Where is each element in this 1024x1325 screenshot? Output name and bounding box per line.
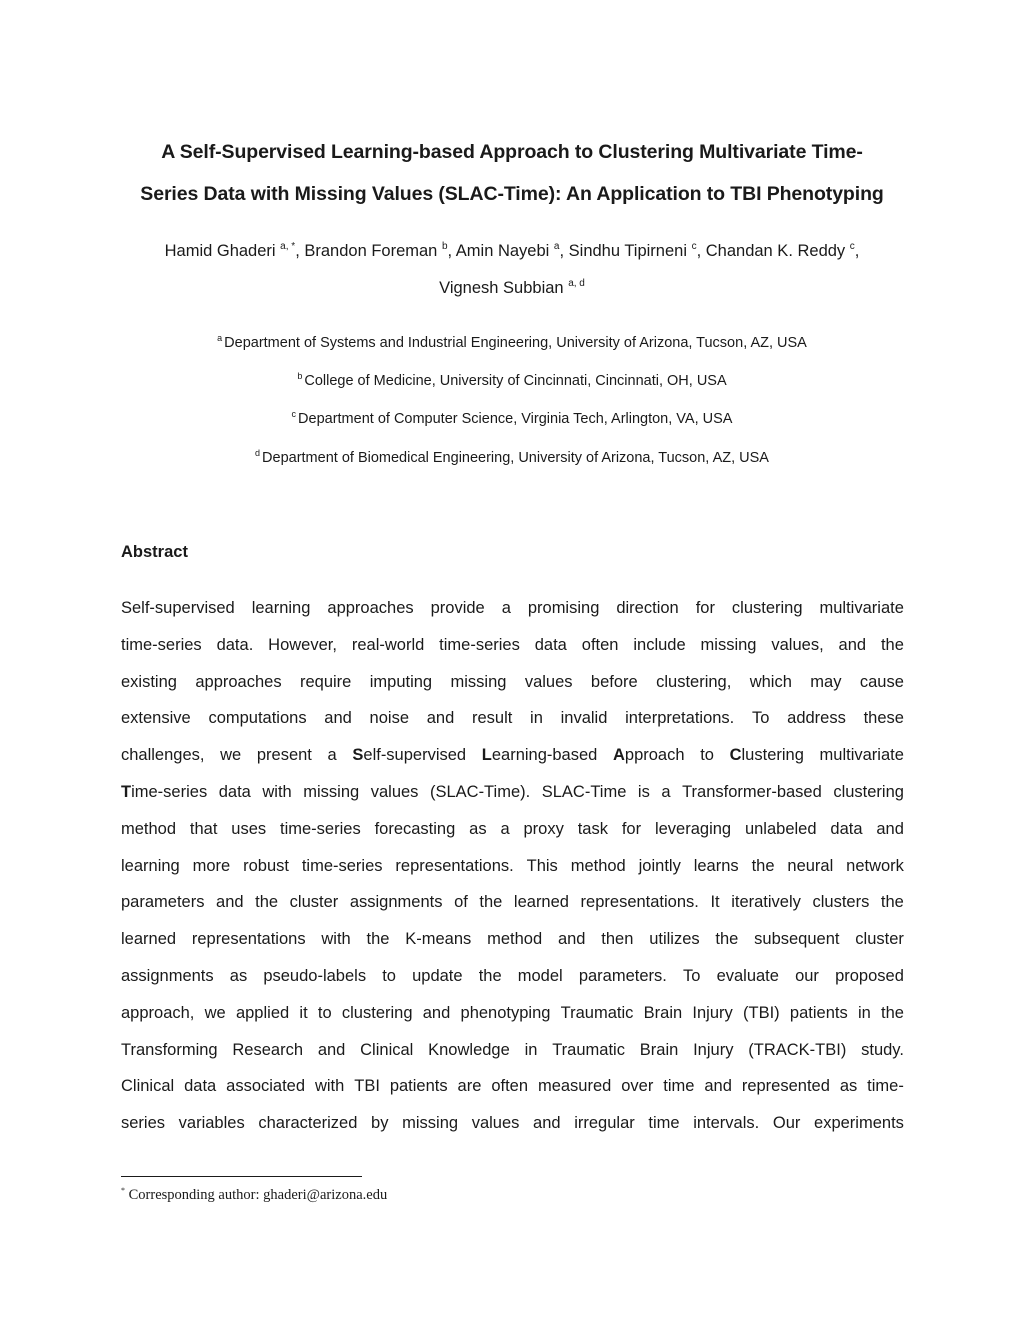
abstract-word: the [366, 930, 390, 948]
abstract-word: as [839, 1077, 858, 1095]
abstract-word: patients [789, 1004, 848, 1022]
abstract-line [121, 599, 904, 618]
abstract-word: existing [121, 673, 177, 691]
abstract-word: the [880, 636, 904, 654]
abstract-word: Clustering [729, 746, 804, 764]
abstract-word: Time-series [121, 783, 208, 801]
abstract-word: (TBI) [743, 1004, 780, 1022]
abstract-word: Traumatic [560, 1004, 634, 1022]
abstract-word: Research [232, 1041, 304, 1059]
abstract-word: and [838, 636, 867, 654]
author-affiliation-mark: a, d [568, 278, 585, 289]
abstract-word: experiments [814, 1114, 904, 1132]
abstract-word: model [517, 967, 563, 985]
abstract-word: the [715, 930, 739, 948]
abstract-word: To [683, 967, 701, 985]
abstract-word: unlabeled [744, 820, 817, 838]
abstract-word: time-series [121, 636, 202, 654]
abstract-word: extensive [121, 709, 191, 727]
paper-title-line-2: Series Data with Missing Values (SLAC-Time): An Application to TBI Phenotyping [140, 183, 884, 205]
abstract-word: then [601, 930, 634, 948]
abstract-word: parameters [121, 893, 205, 911]
abstract-word: Clinical [121, 1077, 175, 1095]
abstract-word: characterized [258, 1114, 358, 1132]
abstract-word: clustering, [656, 673, 732, 691]
affiliation-text: Department of Computer Science, Virginia Tech, Arlington, VA, USA [298, 411, 733, 427]
abstract-word: and [704, 1077, 732, 1095]
author-name: Vignesh Subbian [439, 279, 564, 297]
affiliation-text: Department of Systems and Industrial Engineering, University of Arizona, Tucson, AZ, USA [224, 335, 807, 351]
abstract-word: representations. [580, 893, 699, 911]
abstract-word: for [695, 599, 715, 617]
abstract-word: that [189, 820, 218, 838]
affiliation-mark: a [217, 333, 223, 343]
affiliation-mark: b [297, 371, 303, 381]
abstract-word: method [570, 857, 626, 875]
abstract-word: imputing [369, 673, 433, 691]
abstract-word: representations [191, 930, 306, 948]
abstract-word: K-means [405, 930, 472, 948]
abstract-word: clustering [833, 783, 904, 801]
abstract-word: This [526, 857, 558, 875]
abstract-word: a [327, 746, 337, 764]
abstract-word: Traumatic [552, 1041, 625, 1059]
author-list-line-2 [100, 279, 924, 298]
abstract-word: phenotyping [460, 1004, 551, 1022]
abstract-word: time [663, 1077, 695, 1095]
abstract-word: learning [121, 857, 180, 875]
abstract-word: and [533, 1114, 561, 1132]
abstract-word: and [216, 893, 244, 911]
abstract-word: To [751, 709, 770, 727]
footnote-mark: * [121, 1186, 125, 1195]
abstract-word: the [478, 967, 502, 985]
abstract-word: over [621, 1077, 654, 1095]
abstract-word: study. [861, 1041, 904, 1059]
abstract-word: Learning-based [481, 746, 598, 764]
author-list-line-1: Hamid Ghaderi $^{a, *}$, Brandon Foreman $^b$, Amin Nayebi $^a$, Sindhu Tipirneni $^c$, Chandan K. Reddy $^c$, [164, 241, 860, 260]
abstract-word: in [530, 709, 543, 727]
abstract-word: provide [430, 599, 485, 617]
abstract-word: are [457, 1077, 482, 1095]
abstract-word: time- [867, 1077, 904, 1095]
footnote [121, 1187, 387, 1204]
abstract-word: variables [178, 1114, 245, 1132]
abstract-word: the [255, 893, 279, 911]
abstract-word: measured [537, 1077, 612, 1095]
abstract-word: series [121, 1114, 166, 1132]
author-name: Brandon Foreman [304, 242, 438, 260]
abstract-line [121, 967, 904, 986]
abstract-word: Clinical [360, 1041, 414, 1059]
abstract-word: representations. [395, 857, 514, 875]
abstract-line [121, 893, 904, 912]
abstract-word: evaluate [716, 967, 779, 985]
abstract-word: time [648, 1114, 680, 1132]
affiliation-mark: c [291, 409, 297, 419]
abstract-word: with [321, 930, 351, 948]
footnote-text: Corresponding author: ghaderi@arizona.edu [128, 1187, 388, 1203]
abstract-word: intervals. [693, 1114, 760, 1132]
abstract-line [121, 857, 904, 876]
abstract-word: and [324, 709, 352, 727]
affiliation-a [100, 335, 924, 351]
abstract-line [121, 1004, 904, 1023]
abstract-word: we [220, 746, 242, 764]
abstract-word: approaches [195, 673, 282, 691]
abstract-word: missing [450, 673, 507, 691]
abstract-word: by [371, 1114, 389, 1132]
abstract-word: learned [121, 930, 177, 948]
abstract-word: network [846, 857, 904, 875]
abstract-word: SLAC-Time [541, 783, 627, 801]
abstract-word: challenges, [121, 746, 205, 764]
abstract-line [121, 709, 904, 728]
abstract-word: learned [513, 893, 569, 911]
abstract-word: assignments [349, 893, 443, 911]
abstract-word: promising [527, 599, 600, 617]
abstract-word: cause [859, 673, 904, 691]
abstract-word: for [621, 820, 642, 838]
author-affiliation-mark: b [441, 241, 448, 252]
affiliation-b [100, 373, 924, 389]
abstract-line [121, 930, 904, 949]
abstract-word: data [184, 1077, 217, 1095]
abstract-word: learning [251, 599, 311, 617]
abstract-word: result [471, 709, 513, 727]
abstract-line [121, 1041, 904, 1060]
abstract-word: data [830, 820, 863, 838]
abstract-word: clustering [731, 599, 803, 617]
abstract-word: clustering [341, 1004, 413, 1022]
abstract-word: robust [243, 857, 289, 875]
abstract-word: Transformer-based [682, 783, 822, 801]
abstract-word: require [299, 673, 352, 691]
abstract-word: of [454, 893, 468, 911]
abstract-word: data [218, 783, 251, 801]
author-name: Amin Nayebi [455, 242, 550, 260]
abstract-word: these [863, 709, 904, 727]
abstract-word: direction [616, 599, 679, 617]
abstract-word: values, [771, 636, 824, 654]
abstract-word: represented [741, 1077, 830, 1095]
abstract-word: before [590, 673, 638, 691]
abstract-word: missing [402, 1114, 459, 1132]
abstract-word: address [787, 709, 846, 727]
abstract-word: Brain [639, 1041, 679, 1059]
abstract-word: multivariate [819, 599, 904, 617]
abstract-line [121, 783, 904, 802]
abstract-word: missing [700, 636, 757, 654]
abstract-word: iteratively [731, 893, 801, 911]
abstract-word: parameters. [578, 967, 667, 985]
abstract-word: as [469, 820, 487, 838]
abstract-word: update [412, 967, 463, 985]
abstract-word: cluster [289, 893, 339, 911]
footnote-divider [121, 1176, 362, 1177]
abstract-word: However, [268, 636, 337, 654]
abstract-word: learns [693, 857, 739, 875]
abstract-word: associated [226, 1077, 306, 1095]
abstract-word: pseudo-labels [263, 967, 367, 985]
abstract-word: and [557, 930, 586, 948]
abstract-word: Injury [692, 1004, 733, 1022]
abstract-word: in [857, 1004, 871, 1022]
abstract-line [121, 1114, 904, 1133]
abstract-word: It [710, 893, 720, 911]
abstract-word: Transforming [121, 1041, 218, 1059]
abstract-word: multivariate [819, 746, 904, 764]
abstract-word: Knowledge [428, 1041, 510, 1059]
abstract-line [121, 746, 904, 765]
abstract-word: (SLAC-Time). [429, 783, 531, 801]
abstract-word: and [422, 1004, 451, 1022]
abstract-word: to [700, 746, 714, 764]
abstract-word: and [317, 1041, 346, 1059]
abstract-word: invalid [560, 709, 608, 727]
abstract-word: with [262, 783, 292, 801]
abstract-word: Self-supervised [352, 746, 467, 764]
abstract-word: computations [208, 709, 307, 727]
author-name: Hamid Ghaderi [164, 242, 276, 260]
abstract-word: cluster [855, 930, 904, 948]
abstract-word: it [299, 1004, 308, 1022]
affiliation-text: Department of Biomedical Engineering, University of Arizona, Tucson, AZ, USA [262, 450, 769, 466]
abstract-heading: Abstract [121, 543, 188, 561]
abstract-word: neural [787, 857, 834, 875]
abstract-word: in [524, 1041, 538, 1059]
abstract-word: include [633, 636, 686, 654]
abstract-word: real-world [351, 636, 425, 654]
abstract-word: clusters [812, 893, 870, 911]
abstract-word: task [577, 820, 608, 838]
abstract-word: Our [772, 1114, 801, 1132]
abstract-word: more [192, 857, 231, 875]
abstract-word: TBI [354, 1077, 380, 1095]
abstract-word: proposed [835, 967, 904, 985]
abstract-word: often [491, 1077, 529, 1095]
abstract-word: values [370, 783, 419, 801]
abstract-word: with [314, 1077, 345, 1095]
paper-title-line-1: A Self-Supervised Learning-based Approach to Clustering Multivariate Time- [161, 141, 863, 163]
abstract-word: and [426, 709, 455, 727]
abstract-word: data. [216, 636, 254, 654]
abstract-word: interpretations. [625, 709, 735, 727]
abstract-word: forecasting [374, 820, 456, 838]
abstract-word: assignments [121, 967, 214, 985]
author-affiliation-mark: c [691, 241, 697, 252]
author-affiliation-mark: c [849, 241, 855, 252]
abstract-word: the [880, 893, 904, 911]
abstract-word: as [229, 967, 248, 985]
affiliation-d [100, 450, 924, 466]
abstract-line [121, 1077, 904, 1096]
abstract-word: the [751, 857, 775, 875]
abstract-line [121, 820, 904, 839]
abstract-word: Self-supervised [121, 599, 235, 617]
abstract-line [121, 636, 904, 655]
abstract-word: present [256, 746, 312, 764]
abstract-word: patients [389, 1077, 448, 1095]
abstract-word: may [810, 673, 842, 691]
abstract-word: jointly [638, 857, 681, 875]
abstract-word: a [500, 820, 510, 838]
author-name: Sindhu Tipirneni [568, 242, 687, 260]
abstract-word: the [479, 893, 503, 911]
abstract-word: which [749, 673, 792, 691]
abstract-word: our [795, 967, 819, 985]
abstract-word: time-series [280, 820, 361, 838]
affiliation-text: College of Medicine, University of Cincinnati, Cincinnati, OH, USA [304, 373, 727, 389]
affiliation-c [100, 411, 924, 427]
abstract-word: uses [231, 820, 267, 838]
abstract-word: Brain [643, 1004, 683, 1022]
abstract-word: missing [303, 783, 360, 801]
abstract-word: Injury [693, 1041, 734, 1059]
abstract-word: method [487, 930, 543, 948]
author-name: Chandan K. Reddy [705, 242, 846, 260]
author-affiliation-mark: a, * [280, 241, 296, 252]
abstract-word: method [121, 820, 177, 838]
abstract-word: utilizes [649, 930, 700, 948]
abstract-word: data [534, 636, 567, 654]
affiliation-mark: d [255, 448, 261, 458]
abstract-word: values [524, 673, 573, 691]
abstract-word: we [204, 1004, 226, 1022]
abstract-word: time-series [301, 857, 383, 875]
abstract-word: applied [235, 1004, 290, 1022]
abstract-word: noise [369, 709, 409, 727]
abstract-line [121, 673, 904, 692]
abstract-word: a [501, 599, 511, 617]
abstract-word: to [382, 967, 396, 985]
abstract-word: is [637, 783, 650, 801]
abstract-word: values [471, 1114, 520, 1132]
abstract-word: (TRACK-TBI) [748, 1041, 847, 1059]
author-affiliation-mark: a [553, 241, 560, 252]
abstract-word: time-series [439, 636, 520, 654]
abstract-word: a [661, 783, 671, 801]
abstract-word: subsequent [754, 930, 840, 948]
abstract-word: irregular [574, 1114, 635, 1132]
abstract-word: approach, [121, 1004, 195, 1022]
abstract-word: and [876, 820, 904, 838]
abstract-word: the [881, 1004, 904, 1022]
abstract-word: leveraging [654, 820, 732, 838]
abstract-word: often [581, 636, 619, 654]
abstract-word: Approach [612, 746, 685, 764]
abstract-word: approaches [327, 599, 414, 617]
abstract-word: to [317, 1004, 332, 1022]
abstract-word: proxy [523, 820, 564, 838]
